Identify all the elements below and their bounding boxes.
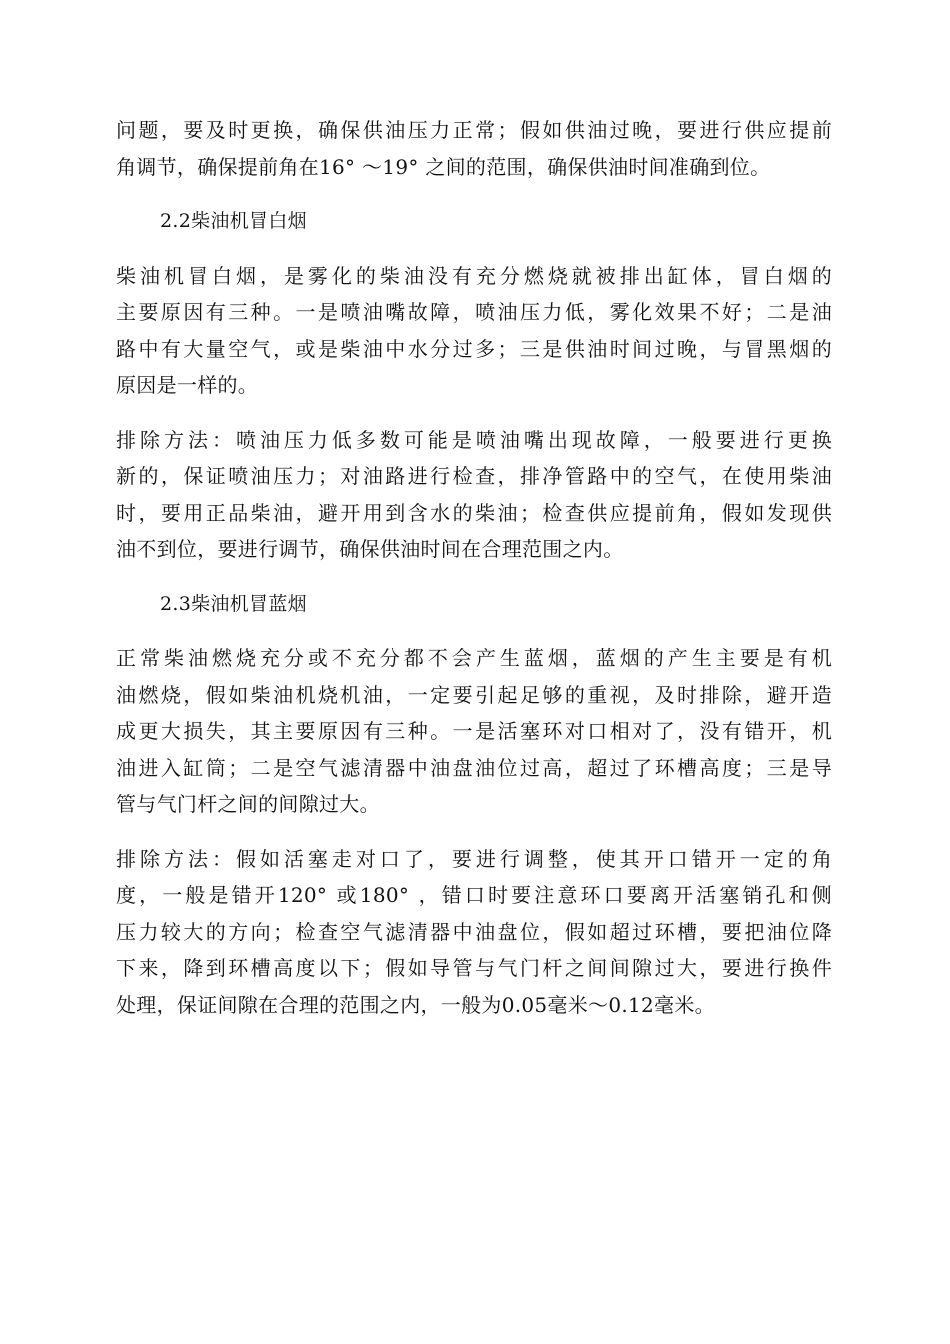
paragraph-blue-smoke-remedy [116, 841, 832, 1024]
text-line: 排除方法：喷油压力低多数可能是喷油嘴出现故障，一般要进行更换 [116, 427, 832, 452]
text-line: 成更大损失，其主要原因有三种。一是活塞环对口相对了，没有错开，机 [116, 719, 832, 743]
text-line: 油进入缸筒；二是空气滤清器中油盘油位过高，超过了环槽高度；三是导 [116, 755, 832, 780]
section-heading-2-3: 2.3柴油机冒蓝烟 [160, 592, 307, 615]
text-line: 排除方法：假如活塞走对口了，要进行调整，使其开口错开一定的角 [116, 846, 832, 871]
text-line: 时，要用正品柴油，避开用到含水的柴油；检查供应提前角，假如发现供 [116, 500, 832, 525]
text-line: 主要原因有三种。一是喷油嘴故障，喷油压力低，雾化效果不好；二是油 [116, 300, 832, 324]
text-line: 柴油机冒白烟，是雾化的柴油没有充分燃烧就被排出缸体，冒白烟的 [116, 263, 832, 288]
text-line: 油不到位，要进行调节，确保供油时间在合理范围之内。 [116, 537, 624, 561]
text-line: 问题，要及时更换，确保供油压力正常；假如供油过晚，要进行供应提前 [116, 118, 832, 142]
text-line: 原因是一样的。 [116, 373, 259, 397]
text-line: 度，一般是错开120° 或180° ，错口时要注意环口要离开活塞销孔和侧 [116, 883, 832, 907]
document-body [116, 112, 832, 1041]
text-line: 下来，降到环槽高度以下；假如导管与气门杆之间间隙过大，要进行换件 [116, 956, 832, 980]
paragraph-continued [116, 112, 832, 185]
text-line: 角调节，确保提前角在16° ～19° 之间的范围，确保供油时间准确到位。 [116, 154, 771, 179]
text-line: 处理，保证间隙在合理的范围之内，一般为0.05毫米～0.12毫米。 [116, 992, 715, 1017]
paragraph-blue-smoke-causes [116, 640, 832, 823]
text-line: 油燃烧，假如柴油机烧机油，一定要引起足够的重视，及时排除，避开造 [116, 682, 832, 707]
text-line: 管与气门杆之间的间隙过大。 [116, 792, 380, 816]
text-line: 路中有大量空气，或是柴油中水分过多；三是供油时间过晚，与冒黑烟的 [116, 336, 832, 361]
paragraph-white-smoke-remedy [116, 422, 832, 568]
text-line: 新的，保证喷油压力；对油路进行检查，排净管路中的空气，在使用柴油 [116, 464, 832, 488]
text-line: 压力较大的方向；检查空气滤清器中油盘位，假如超过环槽，要把油位降 [116, 919, 832, 944]
section-heading-2-2: 2.2柴油机冒白烟 [160, 210, 307, 232]
paragraph-white-smoke-causes [116, 258, 832, 404]
text-line: 正常柴油燃烧充分或不充分都不会产生蓝烟，蓝烟的产生主要是有机 [116, 646, 832, 670]
